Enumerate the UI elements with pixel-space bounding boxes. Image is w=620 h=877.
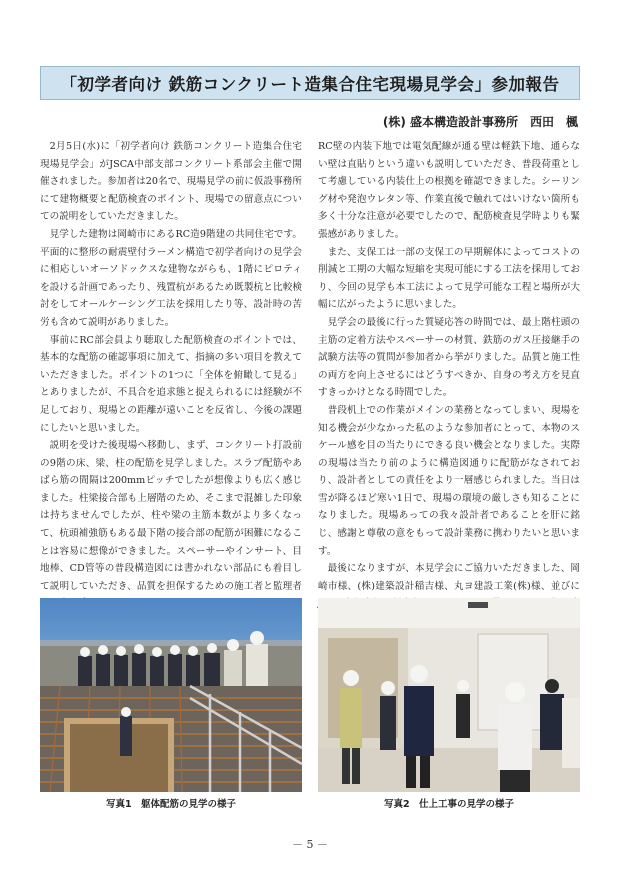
page-number: － 5 －	[292, 838, 328, 851]
paragraph: 事前にRC部会員より聴取した配筋検査のポイントでは、基本的な配筋の確認事項に加えて、指摘の多い項目を教えていただきました。ポイントの1つに「全体を俯瞰して見る」とありましたが、不具合を追求態と捉えられるには経験が不足しており、現場との距離が遠いことを反省し、今後の課題にしたいと思いました。	[40, 334, 302, 434]
right-column	[318, 138, 580, 631]
article-title-banner	[40, 66, 580, 100]
author-line: (株) 盛本構造設計事務所 西田 楓	[382, 115, 578, 129]
photo-rebar-inspection	[40, 598, 302, 792]
article-title: 「初学者向け 鉄筋コンクリート造集合住宅現場見学会」参加報告	[60, 75, 560, 94]
paragraph: 説明を受けた後現場へ移動し、まず、コンクリート打設前の9階の床、梁、柱の配筋を見学しました。スラブ配筋やあばら筋の間隔は200mmピッチでしたが想像よりも広く感じました。柱梁接合部も上層階のため、そこまで混雑した印象は持ちませんでしたが、柱や梁の主筋本数がより多くなって、杭頭補強筋もある最下階の接合部の配筋が困難になることは容易に想像ができました。スペーサーやインサート、目地棒、CD管等の普段構造図には書かれない部品にも着目して説明していただき、品質を担保するための施工者と監理者	[40, 440, 302, 592]
left-column	[40, 138, 302, 648]
paragraph: 見学した建物は岡崎市にあるRC造9階建の共同住宅です。平面的に整形の耐震壁付ラーメン構造で初学者向けの見学会に相応しいオーソドックスな建物ながらも、1階にピロティを設ける計画であったり、残置杭があるため既製杭と比較検討をしてオールケーシング工法を採用したり等、設計時の苦労も含めて説明がありました。	[40, 228, 302, 328]
paragraph: 2月5日(水)に「初学者向け 鉄筋コンクリート造集合住宅現場見学会」がJSCA中部支部コンクリート系部会主催で開催されました。参加者は20名で、現場見学の前に仮設事務所にて建物概要と配筋検査のポイント、現場での留意点についての説明をしていただきました。	[40, 141, 302, 223]
photo-finishing-works	[318, 598, 580, 792]
photo1-caption: 写真1 躯体配筋の見学の様子	[105, 799, 237, 810]
paragraph: また、支保工は一部の支保工の早期解体によってコストの削減と工期の大幅な短縮を実現可能にする工法を採用しており、今回の見学も本工法によって見学可能な工程と場所が大幅に広がったように思いました。	[318, 246, 580, 311]
paragraph: 見学会の最後に行った質疑応答の時間では、最上階柱頭の主筋の定着方法やスペーサーの材質、鉄筋のガス圧接継手の試験方法等の質問が参加者から挙がりました。品質と施工性の両方を向上させるにはどうすべきか、自身の考え方を見直すきっかけとなる時間でした。	[318, 316, 580, 399]
photo2-caption: 写真2 仕上工事の見学の様子	[383, 799, 515, 810]
paragraph: 普段机上での作業がメインの業務となってしまい、現場を知る機会が少なかった私のような参加者にとって、本物のスケール感を目の当たりにできる良い機会となりました。実際の現場は当たり前のように構造図通りに配筋がなされており、設計者としての責任をより一層感じられました。当日は雪が降るほど寒い1日で、現場の環境の厳しさも知ることになりました。現場あっての我々設計者であることを肝に銘じ、感謝と尊敬の意をもって設計業務に携わりたいと思います。	[318, 404, 580, 557]
paragraph: 最後になりますが、本見学会にご協力いただきました、岡崎市様、(株)建築設計稲吉様、丸ヨ建設工業(株)様、並びに	[318, 563, 580, 592]
paragraph: RC壁の内装下地では電気配線が通る壁は軽鉄下地、通らない壁は直貼りという違いも説明していただき、普段荷重として考慮している内装仕上の根拠を確認できました。シーリング材や発泡ウレタン等、作業直後で触れてはいけない箇所も多く十分な注意が必要でしたので、配筋検査見学時よりも緊張感がありました。	[318, 141, 580, 240]
